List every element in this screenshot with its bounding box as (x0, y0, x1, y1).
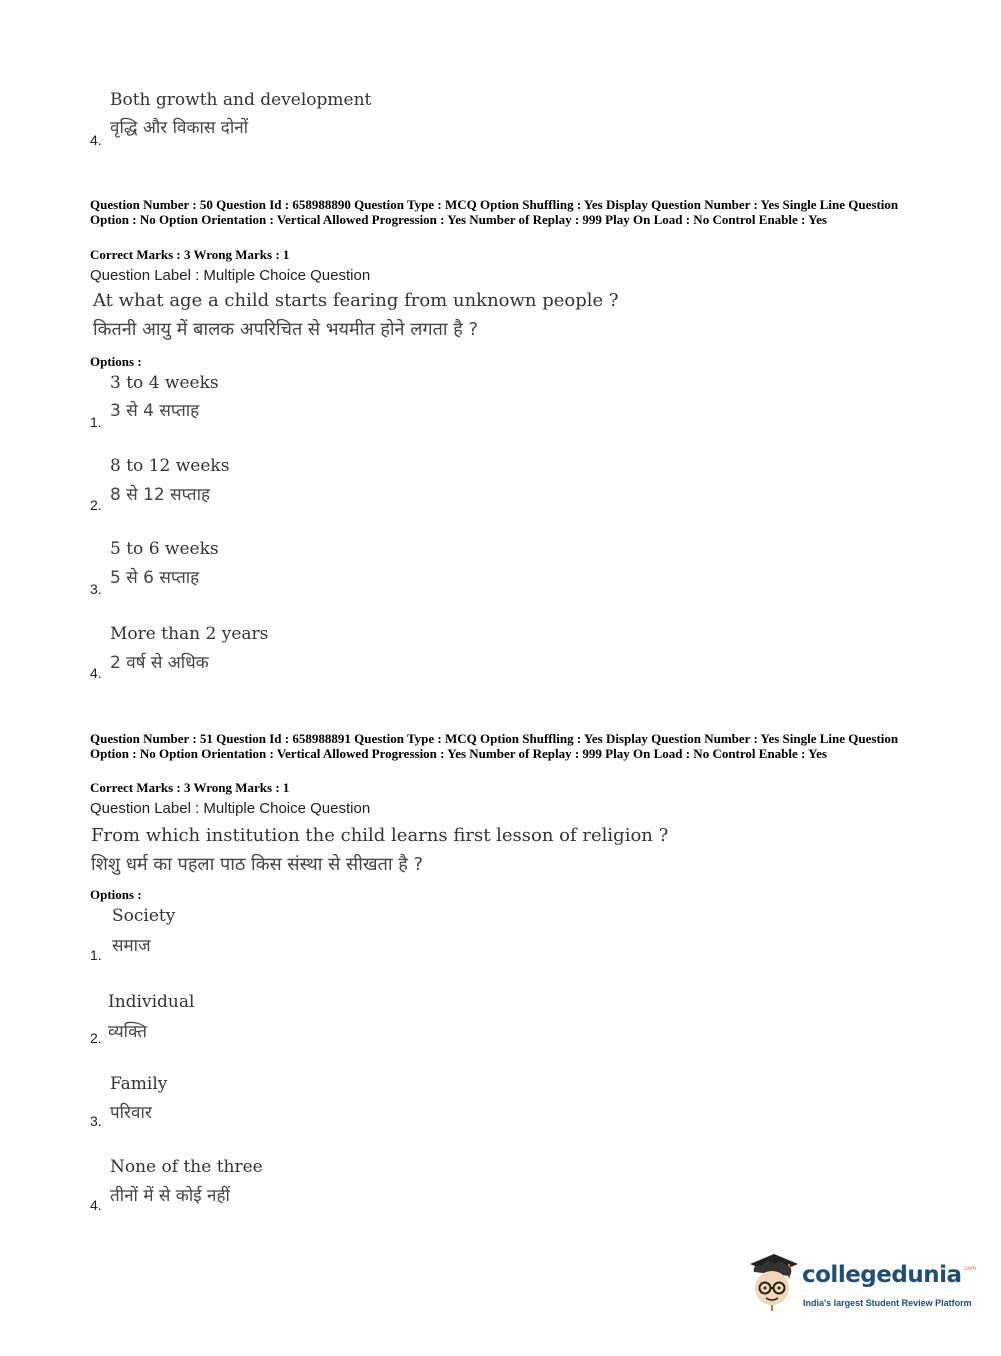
question-50-option-1-en: 3 to 4 weeks (110, 373, 219, 393)
question-50-option-4-hi: 2 वर्ष से अधिक (110, 653, 209, 673)
question-51-options-heading: Options : (90, 887, 142, 902)
question-51-option-4-number: 4. (90, 1197, 102, 1213)
logo-suffix: .com (963, 1266, 977, 1272)
prev-option-4-hi: वृद्धि और विकास दोनों (110, 118, 249, 138)
question-51-option-3-en: Family (110, 1074, 168, 1094)
question-50-option-2-hi: 8 से 12 सप्ताह (110, 485, 210, 505)
collegedunia-logo (744, 1250, 977, 1320)
mascot-icon (744, 1250, 800, 1312)
question-50-label: Question Label : Multiple Choice Question (90, 267, 371, 284)
question-50-option-3-en: 5 to 6 weeks (110, 539, 219, 559)
question-51-option-4-en: None of the three (110, 1157, 263, 1177)
question-51-text-en: From which institution the child learns first lesson of religion ? (91, 825, 669, 846)
question-50-option-1-hi: 3 से 4 सप्ताह (110, 401, 200, 421)
question-51-option-2-en: Individual (108, 992, 195, 1012)
question-50-text-en: At what age a child starts fearing from unknown people ? (93, 290, 619, 311)
question-50-option-4-number: 4. (90, 665, 102, 681)
question-50-option-2-en: 8 to 12 weeks (110, 456, 230, 476)
question-51-option-1-number: 1. (90, 947, 102, 963)
question-51-option-3-hi: परिवार (110, 1103, 152, 1123)
question-51-option-3-number: 3. (90, 1113, 102, 1129)
question-50-option-2-number: 2. (90, 497, 102, 513)
question-50-option-4-en: More than 2 years (110, 624, 269, 644)
logo-wordmark: collegedunia (802, 1262, 962, 1288)
question-50-marks: Correct Marks : 3 Wrong Marks : 1 (90, 247, 290, 262)
question-50-text-hi: कितनी आयु में बालक अपरिचित से भयमीत होने लगता है ? (93, 319, 479, 340)
logo-tagline: India's largest Student Review Platform (803, 1298, 972, 1308)
question-51-option-2-hi: व्यक्ति (108, 1022, 147, 1042)
question-51-option-1-en: Society (112, 906, 176, 926)
question-51-meta: Question Number : 51 Question Id : 658988891 Question Type : MCQ Option Shuffling : Yes Display Question Number : Yes Single Line Question Option : No Option Orientation : Vertical Allowed Progression : Yes Number of Replay : 999 Play On Load : No Control Enable : Yes (90, 731, 899, 761)
question-50-options-heading: Options : (90, 354, 142, 369)
question-50-option-3-number: 3. (90, 581, 102, 597)
question-51-text-hi: शिशु धर्म का पहला पाठ किस संस्था से सीखता है ? (91, 854, 424, 875)
question-51-label: Question Label : Multiple Choice Question (90, 800, 371, 817)
prev-option-4-en: Both growth and development (110, 90, 372, 110)
prev-option-4-number: 4. (90, 132, 102, 148)
question-50-option-3-hi: 5 से 6 सप्ताह (110, 568, 200, 588)
question-50-meta: Question Number : 50 Question Id : 658988890 Question Type : MCQ Option Shuffling : Yes Display Question Number : Yes Single Line Question Option : No Option Orientation : Vertical Allowed Progression : Yes Number of Replay : 999 Play On Load : No Control Enable : Yes (90, 197, 899, 227)
question-50-option-1-number: 1. (90, 414, 102, 430)
question-51-option-2-number: 2. (90, 1030, 102, 1046)
question-51-marks: Correct Marks : 3 Wrong Marks : 1 (90, 780, 290, 795)
question-51-option-4-hi: तीनों में से कोई नहीं (110, 1186, 230, 1206)
question-51-option-1-hi: समाज (112, 936, 151, 956)
